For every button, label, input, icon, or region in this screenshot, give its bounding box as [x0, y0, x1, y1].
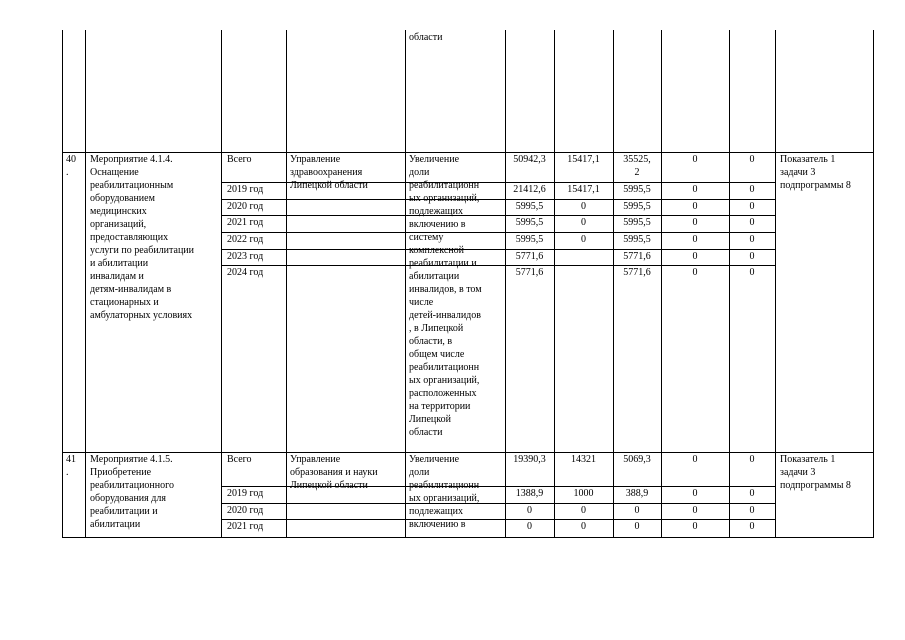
- row-40-2020-v2: 0: [581, 201, 586, 212]
- row-41-total-v4: 0: [692, 454, 698, 465]
- row-41-2020-v2: 0: [581, 505, 586, 516]
- row-41-2021-v3: 0: [634, 521, 640, 532]
- row-40-total-v3: 35525, 2: [623, 154, 651, 178]
- row-40-2019-v1: 21412,6: [513, 184, 546, 195]
- row-41-2020-v3: 0: [634, 505, 640, 516]
- row-40-2024-v3: 5771,6: [623, 267, 651, 278]
- row-41-2021-v4: 0: [692, 521, 698, 532]
- row-40-2024-v4: 0: [692, 267, 698, 278]
- row-40-total-v5: 0: [749, 154, 755, 165]
- row-40-2021-v2: 0: [581, 217, 586, 228]
- row-41-year-total: Всего: [227, 454, 252, 465]
- row-40-2023-v1: 5771,6: [515, 251, 544, 262]
- row-40-2020-v1: 5995,5: [515, 201, 544, 212]
- row-40-year-2024: 2024 год: [227, 267, 264, 278]
- row-40-2021-v5: 0: [749, 217, 755, 228]
- row-41-2019-v5: 0: [749, 488, 755, 499]
- row-40-2020-v5: 0: [749, 201, 755, 212]
- row-41-year-2021: 2021 год: [227, 521, 264, 532]
- row-40-year-2022: 2022 год: [227, 234, 264, 245]
- row-41-2019-v2: 1000: [573, 488, 594, 499]
- row-41-2019-v1: 1388,9: [515, 488, 544, 499]
- row-41-total-v2: 14321: [571, 454, 596, 465]
- column-rule: [221, 30, 222, 538]
- row-40-2022-v2: 0: [581, 234, 586, 245]
- prev-row-executor-tail: области: [409, 32, 443, 43]
- row-40-2022-v4: 0: [692, 234, 698, 245]
- row-41-2020-v1: 0: [527, 505, 532, 516]
- row-40-2023-v3: 5771,6: [623, 251, 651, 262]
- row-40-2020-v3: 5995,5: [623, 201, 651, 212]
- row-40-year-2019: 2019 год: [227, 184, 264, 195]
- row-40-executor: Управление здравоохранения Липецкой области: [290, 154, 368, 191]
- column-rule: [286, 30, 287, 538]
- column-rule: [775, 30, 776, 538]
- column-rule: [873, 30, 874, 538]
- row-41-result: Увеличение доли реабилитационн ых организаций, подлежащих включению в: [409, 454, 480, 530]
- row-40-year-2021: 2021 год: [227, 217, 264, 228]
- row-40-indicator: Показатель 1 задачи 3 подпрограммы 8: [780, 154, 851, 191]
- row-41-2019-v3: 388,9: [625, 488, 649, 499]
- row-41-year-2020: 2020 год: [227, 505, 264, 516]
- row-41-2021-v5: 0: [749, 521, 755, 532]
- row-40-year-total: Всего: [227, 154, 252, 165]
- row-41-number: 41 .: [66, 454, 76, 478]
- row-40-2019-v2: 15417,1: [567, 184, 600, 195]
- row-41-total-v5: 0: [749, 454, 755, 465]
- row-41-year-2019: 2019 год: [227, 488, 264, 499]
- row-40-2019-v3: 5995,5: [623, 184, 651, 195]
- row-40-result: Увеличение доли реабилитационн ых организаций, подлежащих включению в систему комплексной реабилитации и абилитации инвалидов, в том числе детей-инвалидов , в Липецкой области, в общем числе реабилитационн ых организаций, расположенных на территории Липецкой области: [409, 154, 482, 438]
- row-40-2022-v5: 0: [749, 234, 755, 245]
- row-41-2020-v5: 0: [749, 505, 755, 516]
- row-40-total-v4: 0: [692, 154, 698, 165]
- row-41-total-v1: 19390,3: [513, 454, 546, 465]
- row-40-event: Мероприятие 4.1.4. Оснащение реабилитационным оборудованием медицинских организаций, предоставляющих услуги по реабилитации и абилитации инвалидам и детям-инвалидам в стационарных и амбулаторных условиях: [90, 154, 194, 321]
- table-bottom-rule: [62, 537, 874, 538]
- row-40-year-2020: 2020 год: [227, 201, 264, 212]
- row-40-total-v1: 50942,3: [513, 154, 546, 165]
- row-40-2021-v4: 0: [692, 217, 698, 228]
- row-41-2021-v1: 0: [527, 521, 532, 532]
- row-40-2022-v3: 5995,5: [623, 234, 651, 245]
- row-40-2019-v4: 0: [692, 184, 698, 195]
- row-41-2019-v4: 0: [692, 488, 698, 499]
- row-40-number: 40 .: [66, 154, 76, 178]
- row-40-2019-v5: 0: [749, 184, 755, 195]
- row-40-2023-v5: 0: [749, 251, 755, 262]
- row-41-total-v3: 5069,3: [623, 454, 651, 465]
- row-40-2024-v1: 5771,6: [515, 267, 544, 278]
- row-41-executor: Управление образования и науки Липецкой области: [290, 454, 378, 491]
- row-40-year-2023: 2023 год: [227, 251, 264, 262]
- row-40-total-v2: 15417,1: [567, 154, 600, 165]
- row-40-2022-v1: 5995,5: [515, 234, 544, 245]
- row-41-indicator: Показатель 1 задачи 3 подпрограммы 8: [780, 454, 851, 491]
- row-40-2021-v1: 5995,5: [515, 217, 544, 228]
- row-40-2024-v5: 0: [749, 267, 755, 278]
- row-41-2020-v4: 0: [692, 505, 698, 516]
- row-41-2021-v2: 0: [581, 521, 586, 532]
- row-41-event: Мероприятие 4.1.5. Приобретение реабилитационного оборудования для реабилитации и абилитации: [90, 454, 174, 530]
- column-rule: [85, 30, 86, 538]
- row-40-2020-v4: 0: [692, 201, 698, 212]
- column-rule: [62, 30, 63, 538]
- row-40-2023-v4: 0: [692, 251, 698, 262]
- row-40-2021-v3: 5995,5: [623, 217, 651, 228]
